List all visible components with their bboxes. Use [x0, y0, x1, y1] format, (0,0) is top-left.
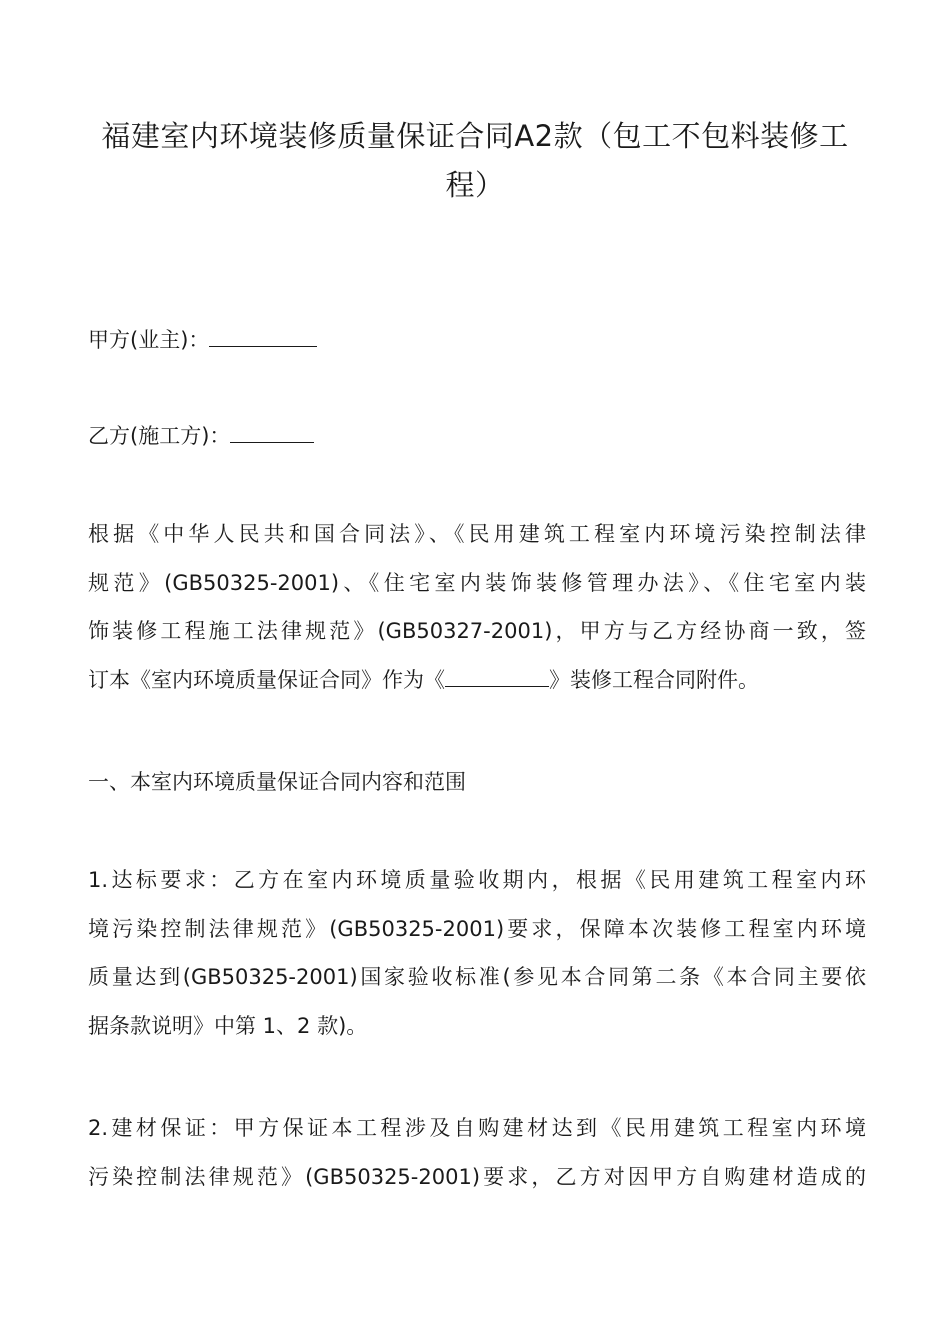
party-b-label: 乙方(施工方)： — [88, 424, 231, 448]
clause-1-line-4: 据条款说明》中第 1、2 款)。 — [88, 1013, 368, 1038]
party-a-line — [88, 316, 866, 365]
clause-2-line-1: 2.建材保证：甲方保证本工程涉及自购建材达到《民用建筑工程室内环境 — [88, 1116, 866, 1140]
preamble-line-4-end: 》装修工程合同附件。 — [549, 667, 759, 692]
title-line-1: 福建室内环境装修质量保证合同A2款（包工不包料装修工 — [101, 119, 849, 153]
party-b-line — [88, 412, 866, 461]
preamble-line-3: 饰装修工程施工法律规范》(GB50327-2001)，甲方与乙方经协商一致，签 — [88, 619, 866, 643]
title-line-2: 程） — [445, 168, 505, 202]
contract-name-blank[interactable] — [445, 669, 549, 687]
preamble-line-4-start: 订本《室内环境质量保证合同》作为《 — [88, 667, 445, 692]
preamble-line-4 — [88, 656, 866, 705]
clause-2-line-2: 污染控制法律规范》(GB50325-2001)要求，乙方对因甲方自购建材造成的 — [88, 1164, 866, 1189]
preamble-line-2: 规范》(GB50325-2001)、《住宅室内装饰装修管理办法》、《住宅室内装 — [88, 570, 866, 595]
clause-1-line-2: 境污染控制法律规范》(GB50325-2001)要求，保障本次装修工程室内环境 — [88, 916, 866, 941]
party-a-blank[interactable] — [209, 329, 317, 347]
clause-1-line-1: 1.达标要求：乙方在室内环境质量验收期内，根据《民用建筑工程室内环 — [88, 868, 866, 892]
party-b-blank[interactable] — [230, 425, 314, 443]
section-1-heading: 一、本室内环境质量保证合同内容和范围 — [88, 770, 466, 794]
clause-1 — [88, 856, 866, 1050]
party-a-label: 甲方(业主)： — [88, 328, 210, 352]
preamble-line-1: 根据《中华人民共和国合同法》、《民用建筑工程室内环境污染控制法律 — [88, 522, 866, 546]
clause-1-line-3: 质量达到(GB50325-2001)国家验收标准(参见本合同第二条《本合同主要依 — [88, 965, 866, 989]
document-title — [95, 112, 855, 210]
clause-2 — [88, 1104, 866, 1201]
preamble-paragraph — [88, 510, 866, 704]
